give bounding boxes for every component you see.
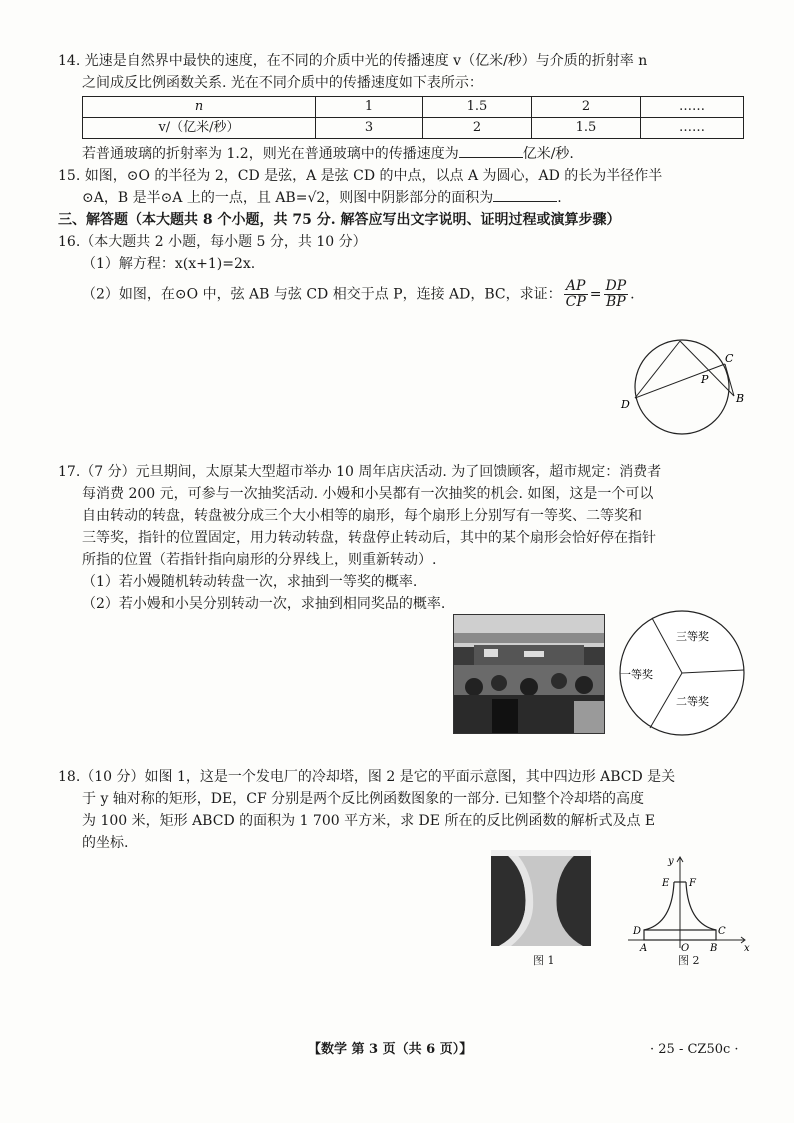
curve-de bbox=[644, 882, 674, 930]
table-cell: 1 bbox=[316, 97, 423, 118]
label-f: F bbox=[689, 878, 696, 889]
footer-code: · 25 - CZ50c · bbox=[650, 1042, 739, 1057]
frac-numerator: DP bbox=[605, 278, 627, 294]
label-y: y bbox=[668, 856, 674, 867]
label-d: D bbox=[621, 398, 630, 411]
sector-second-prize: 二等奖 bbox=[676, 695, 709, 708]
circle-o bbox=[635, 340, 729, 434]
table-cell: 2 bbox=[532, 97, 641, 118]
sector-first-prize: 一等奖 bbox=[620, 668, 653, 681]
label-b: B bbox=[710, 943, 718, 952]
label-c: C bbox=[718, 926, 726, 937]
curve-cf bbox=[686, 882, 716, 930]
q16-part2 bbox=[58, 279, 748, 310]
q18-line: 18.（10 分）如图 1，这是一个发电厂的冷却塔，图 2 是它的平面示意图，其中四边形 ABCD 是关 bbox=[58, 769, 676, 785]
figure-1-caption: 图 1 bbox=[533, 954, 555, 967]
page-content bbox=[58, 50, 748, 310]
q14-line3-unit: 亿米/秒. bbox=[522, 146, 574, 162]
q15-line2-text: ⊙A，B 是半⊙A 上的一点，且 AB=√2，则图中阴影部分的面积为 bbox=[82, 190, 494, 206]
label-c: C bbox=[725, 352, 734, 365]
supermarket-photo bbox=[453, 614, 605, 734]
frac-numerator: AP bbox=[564, 279, 588, 295]
question-18 bbox=[58, 766, 758, 854]
tower-diagram-figure bbox=[624, 852, 752, 952]
q16-part2-text: （2）如图，在⊙O 中，弦 AB 与弦 CD 相交于点 P，连接 AD，BC，求证： bbox=[82, 286, 562, 303]
q15-period: . bbox=[557, 190, 562, 206]
table-cell: 1.5 bbox=[423, 97, 532, 118]
label-a: A bbox=[640, 943, 648, 952]
speed-table bbox=[82, 96, 744, 139]
prize-wheel bbox=[612, 608, 754, 738]
q16-period: . bbox=[630, 286, 635, 303]
frac-denominator: CP bbox=[565, 294, 586, 310]
q18-line: 于 y 轴对称的矩形，DE，CF 分别是两个反比例函数图象的一部分. 已知整个冷却塔的高度 bbox=[82, 791, 645, 807]
q16-head: 16.（本大题共 2 小题，每小题 5 分，共 10 分） bbox=[58, 234, 367, 250]
q17-line: 自由转动的转盘，转盘被分成三个大小相等的扇形，每个扇形上分别写有一等奖、二等奖和 bbox=[82, 508, 642, 524]
q17-line: 17.（7 分）元旦期间，太原某大型超市举办 10 周年店庆活动. 为了回馈顾客，超市规定：消费者 bbox=[58, 464, 662, 480]
q17-part1: （1）若小嫚随机转动转盘一次，求抽到一等奖的概率. bbox=[82, 574, 418, 590]
table-cell: v/（亿米/秒） bbox=[83, 118, 316, 139]
table-cell: …… bbox=[641, 118, 744, 139]
q17-line: 三等奖，指针的位置固定，用力转动转盘，转盘停止转动后，其中的某个扇形会恰好停在指针 bbox=[82, 530, 656, 546]
answer-blank bbox=[493, 187, 557, 202]
q14-line3 bbox=[58, 143, 748, 165]
frac-denominator: BP bbox=[605, 294, 626, 310]
label-x: x bbox=[744, 943, 750, 952]
fraction-dp-bp bbox=[604, 279, 629, 310]
table-cell: …… bbox=[641, 97, 744, 118]
table-row bbox=[83, 118, 744, 139]
label-b: B bbox=[736, 392, 745, 405]
question-16 bbox=[58, 231, 748, 310]
label-d: D bbox=[633, 926, 642, 937]
footer-page-info: 【数学 第 3 页（共 6 页）】 bbox=[308, 1042, 473, 1057]
fraction-ap-cp bbox=[564, 279, 588, 310]
table-cell: 1.5 bbox=[532, 118, 641, 139]
q18-line: 为 100 米，矩形 ABCD 的面积为 1 700 平方米，求 DE 所在的反比例函数的解析式及点 E bbox=[82, 813, 656, 829]
sector-third-prize: 三等奖 bbox=[676, 630, 709, 643]
cooling-tower-photo bbox=[491, 850, 591, 946]
equals-sign: = bbox=[589, 286, 602, 303]
q17-line: 所指的位置（若指针指向扇形的分界线上，则重新转动）. bbox=[82, 552, 437, 568]
q14-line3-text: 若普通玻璃的折射率为 1.2，则光在普通玻璃中的传播速度为 bbox=[82, 146, 459, 162]
label-p: P bbox=[701, 373, 709, 386]
q17-part2: （2）若小嫚和小吴分别转动一次，求抽到相同奖品的概率. bbox=[82, 596, 446, 612]
circle-chords-figure bbox=[612, 338, 752, 438]
question-17 bbox=[58, 461, 758, 615]
q15-line1: 15. 如图，⊙O 的半径为 2，CD 是弦，A 是弦 CD 的中点，以点 A 为圆心，AD 的长为半径作半 bbox=[58, 168, 663, 184]
table-row bbox=[83, 97, 744, 118]
label-e: E bbox=[662, 878, 670, 889]
table-cell: n bbox=[83, 97, 316, 118]
answer-blank bbox=[459, 143, 523, 158]
question-15 bbox=[58, 165, 748, 209]
label-o: O bbox=[681, 943, 690, 952]
q16-part1: （1）解方程：x(x+1)=2x. bbox=[82, 256, 256, 272]
table-cell: 2 bbox=[423, 118, 532, 139]
q14-line1: 14. 光速是自然界中最快的速度，在不同的介质中光的传播速度 v（亿米/秒）与介质的折射率 n bbox=[58, 53, 648, 69]
q14-line2: 之间成反比例函数关系. 光在不同介质中的传播速度如下表所示： bbox=[82, 75, 483, 91]
q18-line: 的坐标. bbox=[82, 835, 129, 851]
section-heading: 三、解答题（本大题共 8 个小题，共 75 分. 解答应写出文字说明、证明过程或演算步骤） bbox=[58, 212, 621, 228]
q17-line: 每消费 200 元，可参与一次抽奖活动. 小嫚和小吴都有一次抽奖的机会. 如图，这是一个可以 bbox=[82, 486, 654, 502]
q15-line2 bbox=[58, 187, 748, 209]
table-cell: 3 bbox=[316, 118, 423, 139]
figure-2-caption: 图 2 bbox=[678, 954, 700, 967]
question-14 bbox=[58, 50, 748, 165]
